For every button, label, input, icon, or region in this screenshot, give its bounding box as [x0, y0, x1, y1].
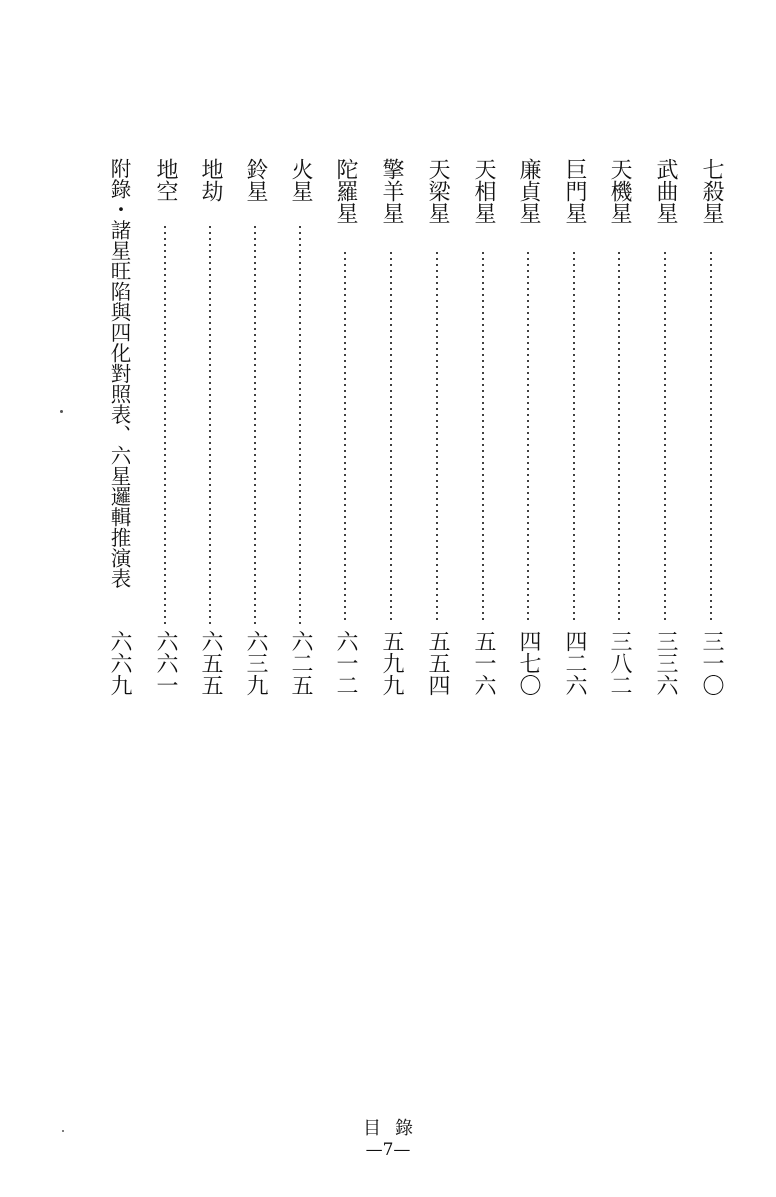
entry-title: 七殺星 [699, 158, 724, 224]
toc-entry[interactable] [696, 158, 726, 698]
entry-page-number: 三八二 [607, 630, 632, 696]
dot-leader [163, 224, 167, 624]
entry-title: 地劫 [198, 158, 223, 202]
dot-leader [572, 250, 576, 624]
entry-title: 廉貞星 [516, 158, 541, 224]
entry-title: 天相星 [471, 158, 496, 224]
entry-title: 陀羅星 [333, 158, 358, 224]
dot-leader [435, 250, 439, 624]
entry-page-number: 六六一 [153, 630, 178, 696]
entry-page-number: 五九九 [379, 630, 404, 696]
toc-entry[interactable] [285, 158, 315, 698]
scan-speck [60, 410, 63, 413]
entry-page-number: 六六九 [107, 630, 132, 696]
running-footer-title: 目錄 [363, 1118, 427, 1139]
toc-entry[interactable] [195, 158, 225, 698]
entry-page-number: 三一〇 [699, 630, 724, 696]
entry-page-number: 六一二 [333, 630, 358, 696]
entry-title: 鈴星 [243, 158, 268, 202]
entry-page-number: 三三六 [653, 630, 678, 696]
toc-entry[interactable] [604, 158, 634, 698]
toc-entry[interactable] [650, 158, 680, 698]
toc-entry[interactable] [513, 158, 543, 698]
dot-leader [343, 250, 347, 624]
dot-leader [663, 250, 667, 624]
entry-title: 附錄・諸星旺陷與四化對照表、六星邏輯推演表 [107, 158, 131, 589]
dot-leader [481, 250, 485, 624]
entry-page-number: 六三九 [243, 630, 268, 696]
entry-page-number: 四二六 [562, 630, 587, 696]
page-number: —7— [365, 1140, 411, 1160]
table-of-contents [104, 158, 724, 698]
toc-entry[interactable] [240, 158, 270, 698]
toc-entry-appendix[interactable] [104, 158, 134, 698]
entry-title: 擎羊星 [379, 158, 404, 224]
entry-title: 巨門星 [562, 158, 587, 224]
dot-leader [617, 250, 621, 624]
toc-entry[interactable] [422, 158, 452, 698]
dot-leader [389, 250, 393, 624]
entry-page-number: 五一六 [471, 630, 496, 696]
dot-leader [298, 224, 302, 624]
entry-page-number: 六五五 [198, 630, 223, 696]
toc-entry[interactable] [559, 158, 589, 698]
toc-entry[interactable] [330, 158, 360, 698]
entry-title: 天機星 [607, 158, 632, 224]
entry-title: 地空 [153, 158, 178, 202]
entry-title: 武曲星 [653, 158, 678, 224]
toc-entry[interactable] [376, 158, 406, 698]
entry-page-number: 六二五 [288, 630, 313, 696]
dot-leader [709, 250, 713, 624]
toc-entry[interactable] [150, 158, 180, 698]
dot-leader [526, 250, 530, 624]
dot-leader [253, 224, 257, 624]
toc-entry[interactable] [468, 158, 498, 698]
entry-page-number: 五五四 [425, 630, 450, 696]
entry-title: 天梁星 [425, 158, 450, 224]
dot-leader [208, 224, 212, 624]
entry-page-number: 四七〇 [516, 630, 541, 696]
entry-title: 火星 [288, 158, 313, 202]
